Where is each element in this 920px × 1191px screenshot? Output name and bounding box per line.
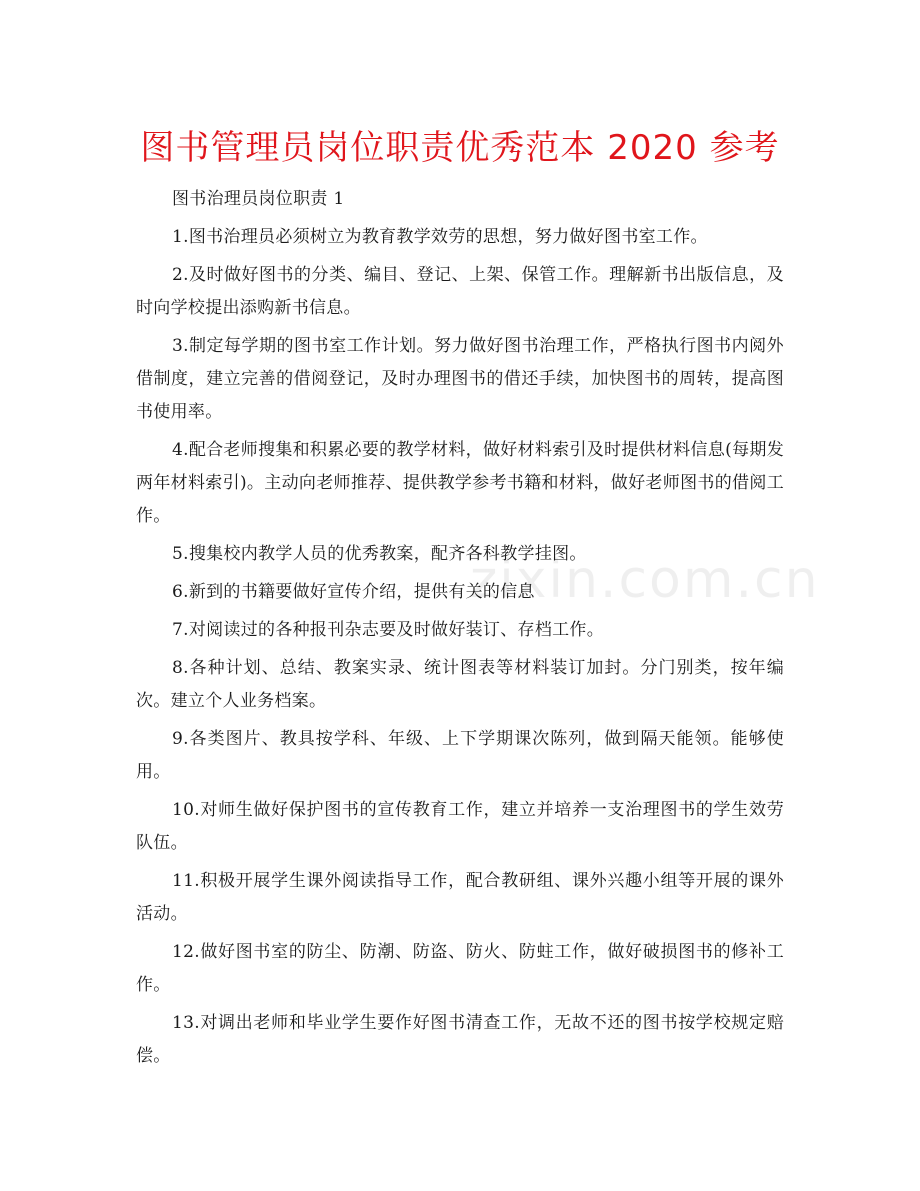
duty-item-1: 1.图书治理员必须树立为教育教学效劳的思想，努力做好图书室工作。 (172, 227, 708, 247)
duty-item-13: 13.对调出老师和毕业学生要作好图书清查工作，无故不还的图书按学校规定赔偿。 (136, 1013, 784, 1066)
duty-item-4: 4.配合老师搜集和积累必要的教学材料，做好材料索引及时提供材料信息(每期发两年材料索引)。主动向老师推荐、提供教学参考书籍和材料，做好老师图书的借阅工作。 (136, 440, 784, 526)
watermark: zixin.com.cn (470, 550, 820, 610)
document-body (136, 183, 784, 1078)
document-title: 图书管理员岗位职责优秀范本 2020 参考 (140, 128, 780, 168)
duty-item-9: 9.各类图片、教具按学科、年级、上下学期课次陈列，做到隔天能领。能够使用。 (136, 729, 784, 782)
duty-item-2: 2.及时做好图书的分类、编目、登记、上架、保管工作。理解新书出版信息，及时向学校提出添购新书信息。 (136, 265, 784, 318)
duty-item-10: 10.对师生做好保护图书的宣传教育工作，建立并培养一支治理图书的学生效劳队伍。 (136, 800, 784, 853)
duty-item-3: 3.制定每学期的图书室工作计划。努力做好图书治理工作，严格执行图书内阅外借制度，建立完善的借阅登记，及时办理图书的借还手续，加快图书的周转，提高图书使用率。 (136, 336, 784, 422)
duty-item-8: 8.各种计划、总结、教案实录、统计图表等材料装订加封。分门别类，按年编次。建立个人业务档案。 (136, 658, 784, 711)
duty-item-12: 12.做好图书室的防尘、防潮、防盗、防火、防蛀工作，做好破损图书的修补工作。 (136, 942, 784, 995)
duty-item-5: 5.搜集校内教学人员的优秀教案，配齐各科教学挂图。 (172, 544, 587, 564)
section-subheading: 图书治理员岗位职责 1 (172, 189, 345, 209)
duty-item-7: 7.对阅读过的各种报刊杂志要及时做好装订、存档工作。 (172, 620, 605, 640)
duty-item-6: 6.新到的书籍要做好宣传介绍，提供有关的信息 (172, 582, 535, 602)
duty-item-11: 11.积极开展学生课外阅读指导工作，配合教研组、课外兴趣小组等开展的课外活动。 (136, 871, 784, 924)
